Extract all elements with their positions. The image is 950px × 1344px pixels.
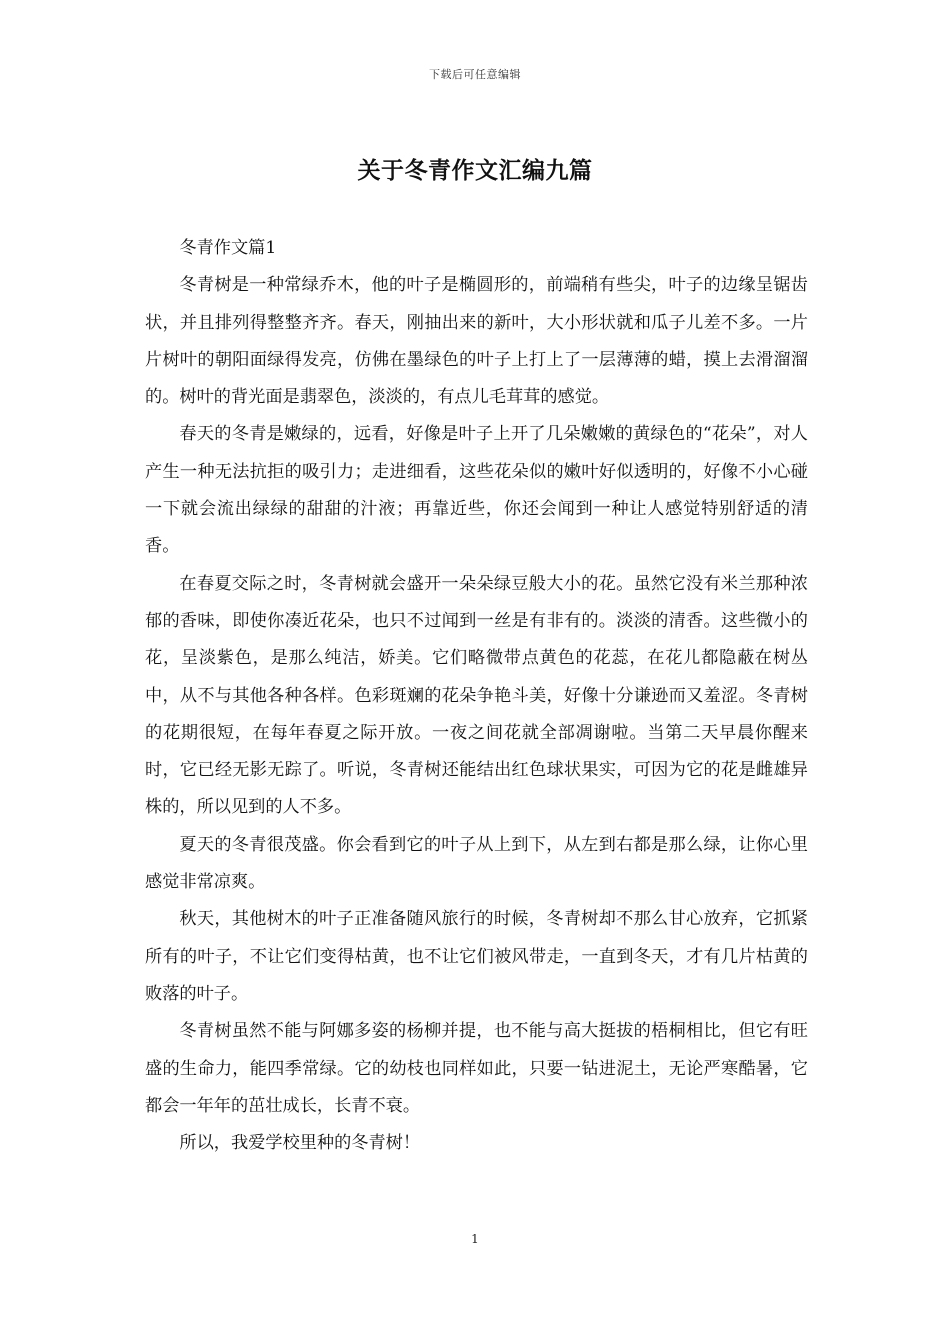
body-paragraph: 所以，我爱学校里种的冬青树！ — [179, 1133, 421, 1154]
body-paragraph: 春天的冬青是嫩绿的，远看，好像是叶子上开了几朵嫩嫩的黄绿色的“花朵”，对人产生一种无法抗拒的吸引力；走进细看，这些花朵似的嫩叶好似透明的，好像不小心碰一下就会流出绿绿的甜甜的汁液；再靠近些，你还会闻到一种让人感觉特别舒适的清香。 — [145, 424, 808, 557]
page-number: 1 — [471, 1232, 479, 1246]
body-paragraph: 在春夏交际之时，冬青树就会盛开一朵朵绿豆般大小的花。虽然它没有米兰那种浓郁的香味，即使你凑近花朵，也只不过闻到一丝是有非有的。淡淡的清香。这些微小的花，呈淡紫色，是那么纯洁，娇美。它们略微带点黄色的花蕊，在花儿都隐蔽在树丛中，从不与其他各种各样。色彩斑斓的花朵争艳斗美，好像十分谦逊而又羞涩。冬青树的花期很短，在每年春夏之际开放。一夜之间花就全部凋谢啦。当第二天早晨你醒来时，它已经无影无踪了。听说，冬青树还能结出红色球状果实，可因为它的花是雌雄异株的，所以见到的人不多。 — [145, 573, 808, 818]
body-paragraph: 夏天的冬青很茂盛。你会看到它的叶子从上到下，从左到右都是那么绿，让你心里感觉非常凉爽。 — [145, 834, 808, 893]
body-paragraph: 秋天，其他树木的叶子正准备随风旅行的时候，冬青树却不那么甘心放弃，它抓紧所有的叶子，不让它们变得枯黄，也不让它们被风带走，一直到冬天，才有几片枯黄的败落的叶子。 — [145, 909, 808, 1004]
section-heading: 冬青作文篇1 — [179, 238, 277, 258]
body-paragraph: 冬青树虽然不能与阿娜多姿的杨柳并提，也不能与高大挺拔的梧桐相比，但它有旺盛的生命力，能四季常绿。它的幼枝也同样如此，只要一钻进泥土，无论严寒酷暑，它都会一年年的茁壮成长，长青不衰。 — [145, 1021, 808, 1116]
body-paragraph: 冬青树是一种常绿乔木，他的叶子是椭圆形的，前端稍有些尖，叶子的边缘呈锯齿状，并且排列得整整齐齐。春天，刚抽出来的新叶，大小形状就和瓜子儿差不多。一片片树叶的朝阳面绿得发亮，仿佛在墨绿色的叶子上打上了一层薄薄的蜡，摸上去滑溜溜的。树叶的背光面是翡翠色，淡淡的，有点儿毛茸茸的感觉。 — [145, 275, 808, 408]
page-header-note: 下载后可任意编辑 — [429, 68, 521, 81]
document-title: 关于冬青作文汇编九篇 — [357, 157, 593, 184]
document-body — [145, 230, 808, 1162]
